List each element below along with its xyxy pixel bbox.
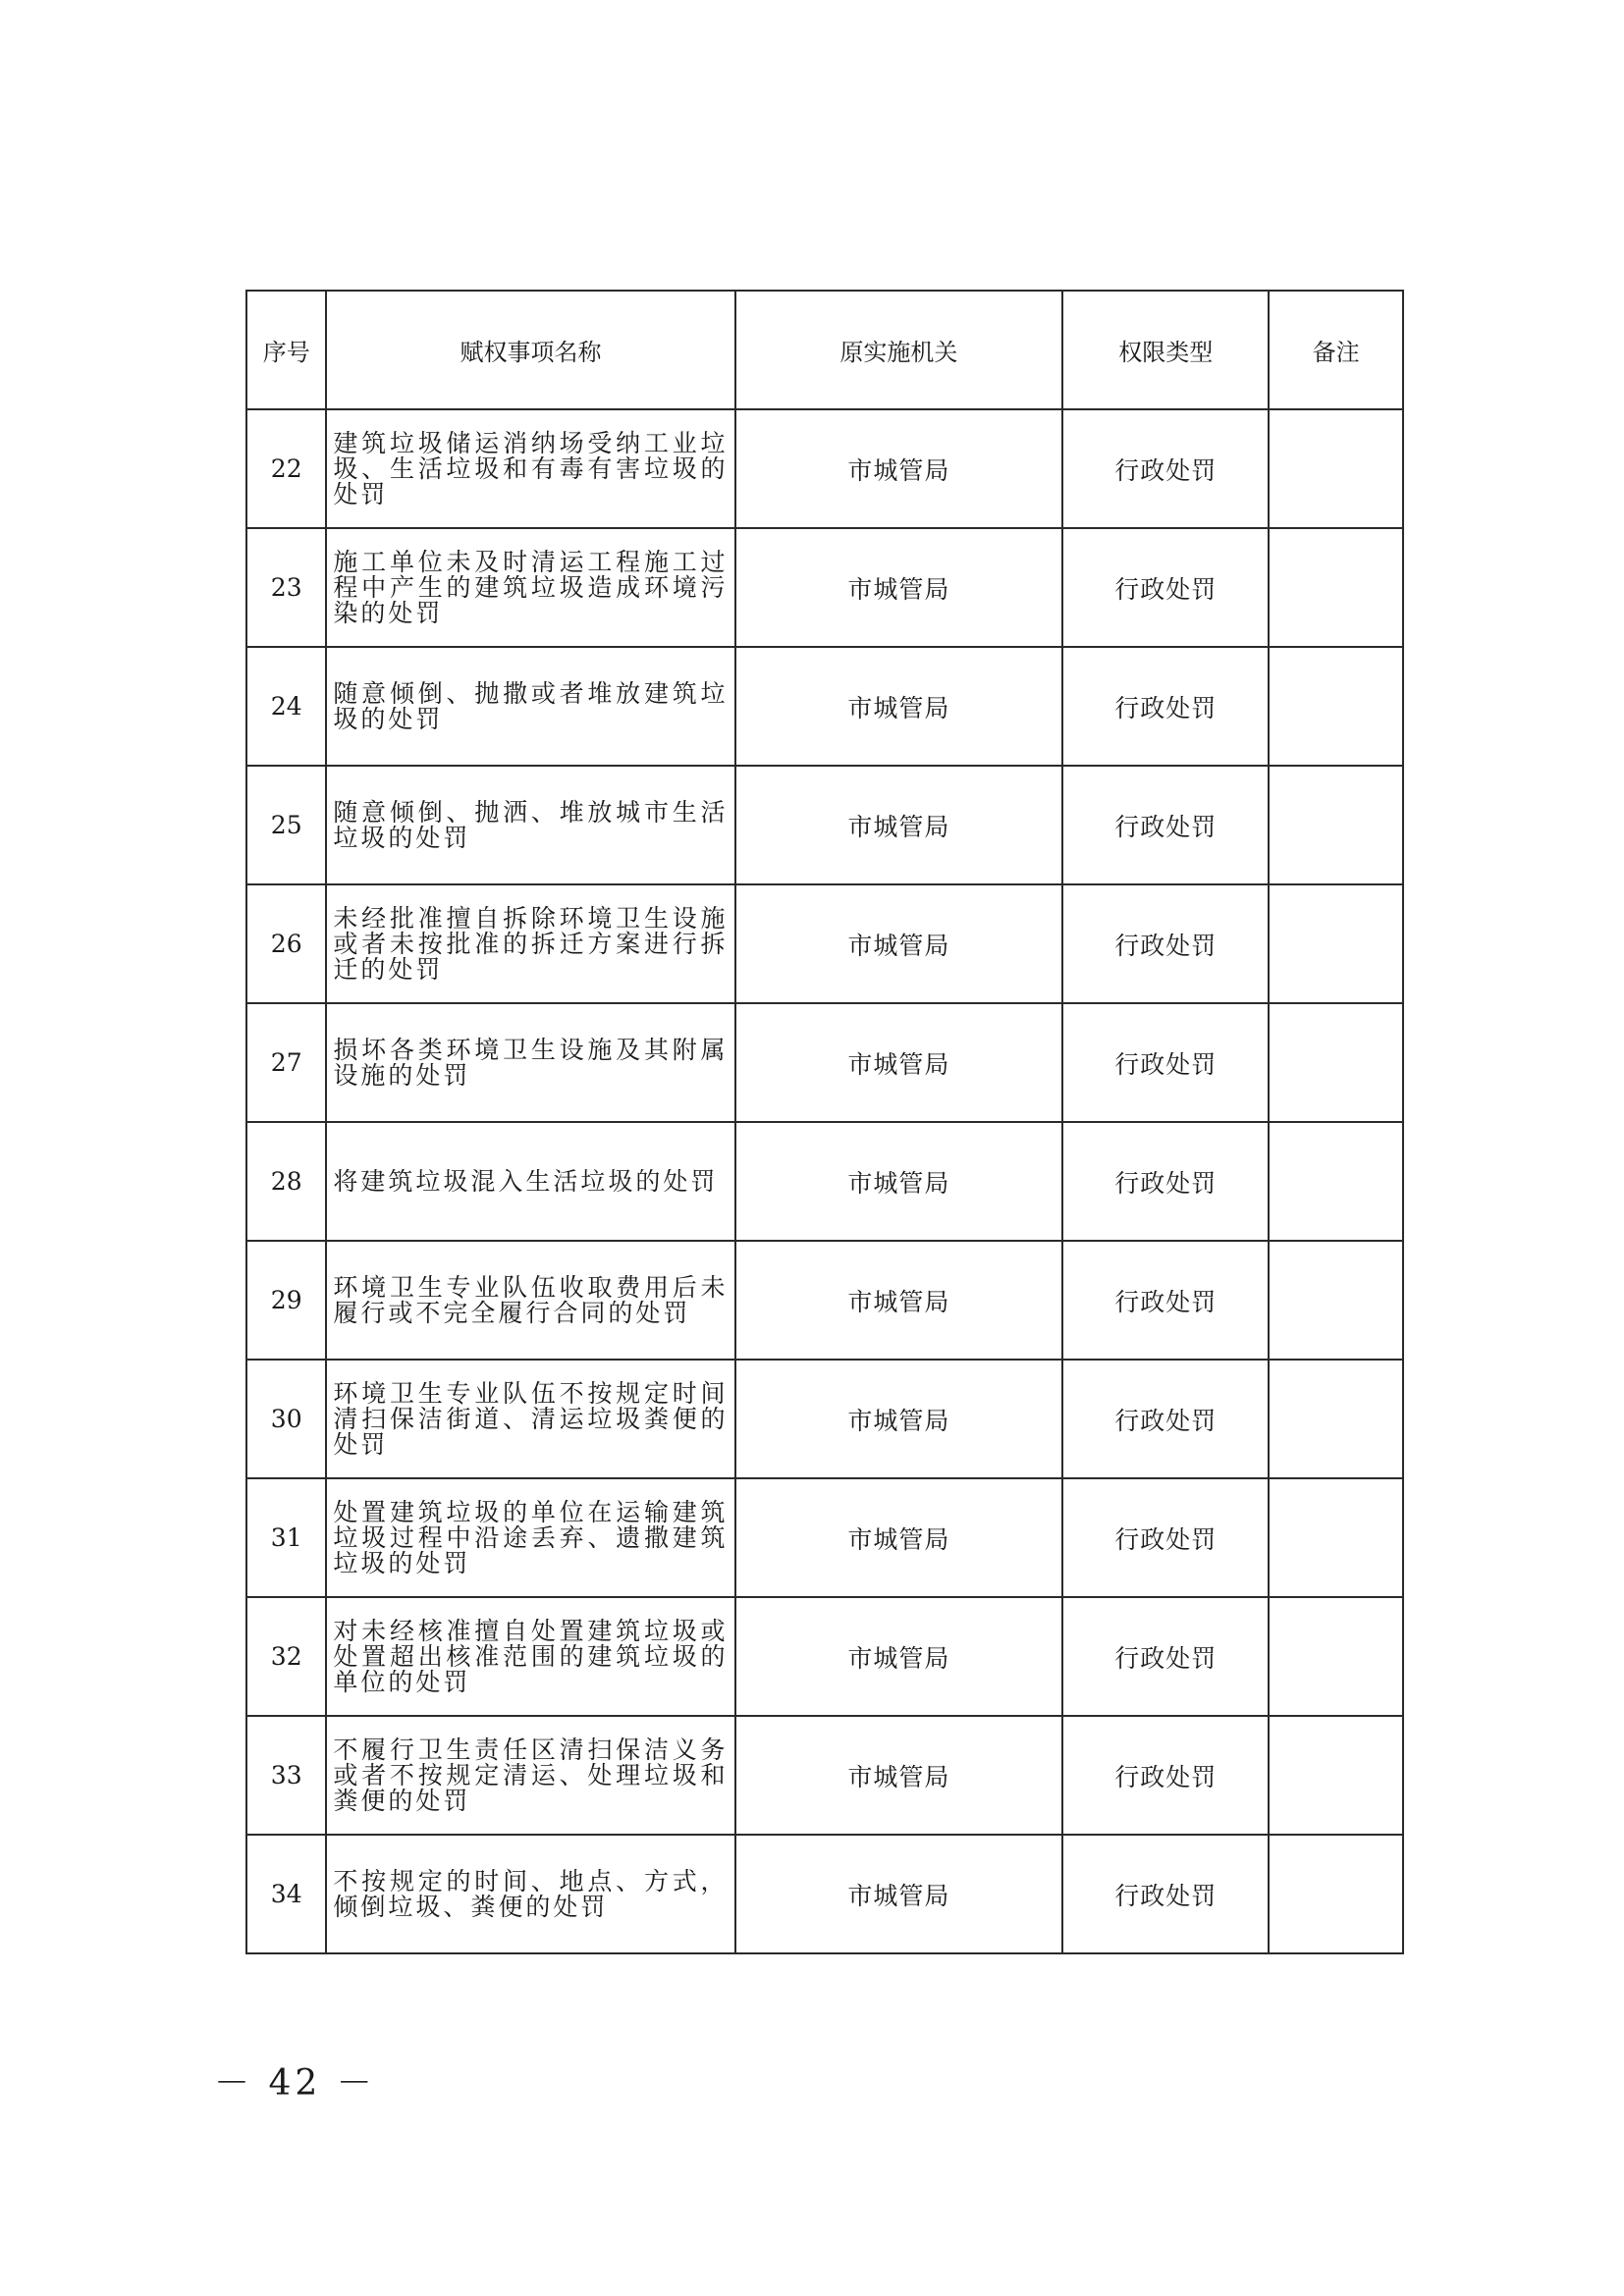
row-note bbox=[1269, 1597, 1403, 1716]
row-agency: 市城管局 bbox=[735, 1716, 1063, 1835]
row-note bbox=[1269, 1360, 1403, 1478]
table-row bbox=[246, 1003, 1403, 1122]
row-type: 行政处罚 bbox=[1062, 1597, 1269, 1716]
header-no: 序号 bbox=[246, 291, 326, 409]
row-agency: 市城管局 bbox=[735, 1241, 1063, 1360]
row-agency: 市城管局 bbox=[735, 1835, 1063, 1953]
table-row bbox=[246, 766, 1403, 884]
header-type: 权限类型 bbox=[1062, 291, 1269, 409]
table-row bbox=[246, 1478, 1403, 1597]
row-no: 28 bbox=[246, 1122, 326, 1241]
row-note bbox=[1269, 1003, 1403, 1122]
row-note bbox=[1269, 647, 1403, 766]
row-name: 环境卫生专业队伍不按规定时间清扫保洁街道、清运垃圾粪便的处罚 bbox=[326, 1360, 734, 1478]
row-note bbox=[1269, 766, 1403, 884]
row-agency: 市城管局 bbox=[735, 409, 1063, 528]
table-row bbox=[246, 1835, 1403, 1953]
row-agency: 市城管局 bbox=[735, 1478, 1063, 1597]
row-type: 行政处罚 bbox=[1062, 1835, 1269, 1953]
row-agency: 市城管局 bbox=[735, 766, 1063, 884]
row-type: 行政处罚 bbox=[1062, 1716, 1269, 1835]
row-name: 对未经核准擅自处置建筑垃圾或处置超出核准范围的建筑垃圾的单位的处罚 bbox=[326, 1597, 734, 1716]
row-type: 行政处罚 bbox=[1062, 409, 1269, 528]
row-no: 32 bbox=[246, 1597, 326, 1716]
row-type: 行政处罚 bbox=[1062, 766, 1269, 884]
table-row bbox=[246, 1122, 1403, 1241]
row-type: 行政处罚 bbox=[1062, 1003, 1269, 1122]
row-agency: 市城管局 bbox=[735, 1003, 1063, 1122]
authorization-table bbox=[245, 290, 1404, 1954]
row-note bbox=[1269, 1835, 1403, 1953]
page-number: － 42 － bbox=[214, 2063, 376, 2104]
row-no: 34 bbox=[246, 1835, 326, 1953]
row-name: 处置建筑垃圾的单位在运输建筑垃圾过程中沿途丢弃、遗撒建筑垃圾的处罚 bbox=[326, 1478, 734, 1597]
row-no: 24 bbox=[246, 647, 326, 766]
table-row bbox=[246, 409, 1403, 528]
row-type: 行政处罚 bbox=[1062, 528, 1269, 647]
row-note bbox=[1269, 1241, 1403, 1360]
row-name: 损坏各类环境卫生设施及其附属设施的处罚 bbox=[326, 1003, 734, 1122]
row-no: 25 bbox=[246, 766, 326, 884]
row-note bbox=[1269, 1716, 1403, 1835]
row-no: 31 bbox=[246, 1478, 326, 1597]
row-name: 随意倾倒、抛撒或者堆放建筑垃圾的处罚 bbox=[326, 647, 734, 766]
row-name: 环境卫生专业队伍收取费用后未履行或不完全履行合同的处罚 bbox=[326, 1241, 734, 1360]
table-row bbox=[246, 528, 1403, 647]
row-type: 行政处罚 bbox=[1062, 1360, 1269, 1478]
row-note bbox=[1269, 1122, 1403, 1241]
row-note bbox=[1269, 409, 1403, 528]
table-row bbox=[246, 1597, 1403, 1716]
row-no: 27 bbox=[246, 1003, 326, 1122]
header-agency: 原实施机关 bbox=[735, 291, 1063, 409]
row-agency: 市城管局 bbox=[735, 647, 1063, 766]
row-type: 行政处罚 bbox=[1062, 1122, 1269, 1241]
row-name: 将建筑垃圾混入生活垃圾的处罚 bbox=[326, 1122, 734, 1241]
row-agency: 市城管局 bbox=[735, 1597, 1063, 1716]
row-no: 33 bbox=[246, 1716, 326, 1835]
table-row bbox=[246, 884, 1403, 1003]
row-note bbox=[1269, 1478, 1403, 1597]
row-no: 22 bbox=[246, 409, 326, 528]
row-agency: 市城管局 bbox=[735, 1360, 1063, 1478]
row-name: 随意倾倒、抛洒、堆放城市生活垃圾的处罚 bbox=[326, 766, 734, 884]
row-name: 建筑垃圾储运消纳场受纳工业垃圾、生活垃圾和有毒有害垃圾的处罚 bbox=[326, 409, 734, 528]
row-note bbox=[1269, 528, 1403, 647]
table-body bbox=[246, 409, 1403, 1953]
table-header-row bbox=[246, 291, 1403, 409]
row-no: 30 bbox=[246, 1360, 326, 1478]
row-agency: 市城管局 bbox=[735, 884, 1063, 1003]
row-note bbox=[1269, 884, 1403, 1003]
row-type: 行政处罚 bbox=[1062, 1478, 1269, 1597]
row-type: 行政处罚 bbox=[1062, 884, 1269, 1003]
row-name: 未经批准擅自拆除环境卫生设施或者未按批准的拆迁方案进行拆迁的处罚 bbox=[326, 884, 734, 1003]
row-no: 23 bbox=[246, 528, 326, 647]
row-name: 不履行卫生责任区清扫保洁义务或者不按规定清运、处理垃圾和粪便的处罚 bbox=[326, 1716, 734, 1835]
table-row bbox=[246, 1716, 1403, 1835]
row-type: 行政处罚 bbox=[1062, 1241, 1269, 1360]
header-note: 备注 bbox=[1269, 291, 1403, 409]
row-name: 不按规定的时间、地点、方式，倾倒垃圾、粪便的处罚 bbox=[326, 1835, 734, 1953]
table-row bbox=[246, 647, 1403, 766]
row-type: 行政处罚 bbox=[1062, 647, 1269, 766]
row-agency: 市城管局 bbox=[735, 528, 1063, 647]
table-row bbox=[246, 1241, 1403, 1360]
row-agency: 市城管局 bbox=[735, 1122, 1063, 1241]
row-no: 26 bbox=[246, 884, 326, 1003]
table-row bbox=[246, 1360, 1403, 1478]
header-name: 赋权事项名称 bbox=[326, 291, 734, 409]
row-name: 施工单位未及时清运工程施工过程中产生的建筑垃圾造成环境污染的处罚 bbox=[326, 528, 734, 647]
row-no: 29 bbox=[246, 1241, 326, 1360]
